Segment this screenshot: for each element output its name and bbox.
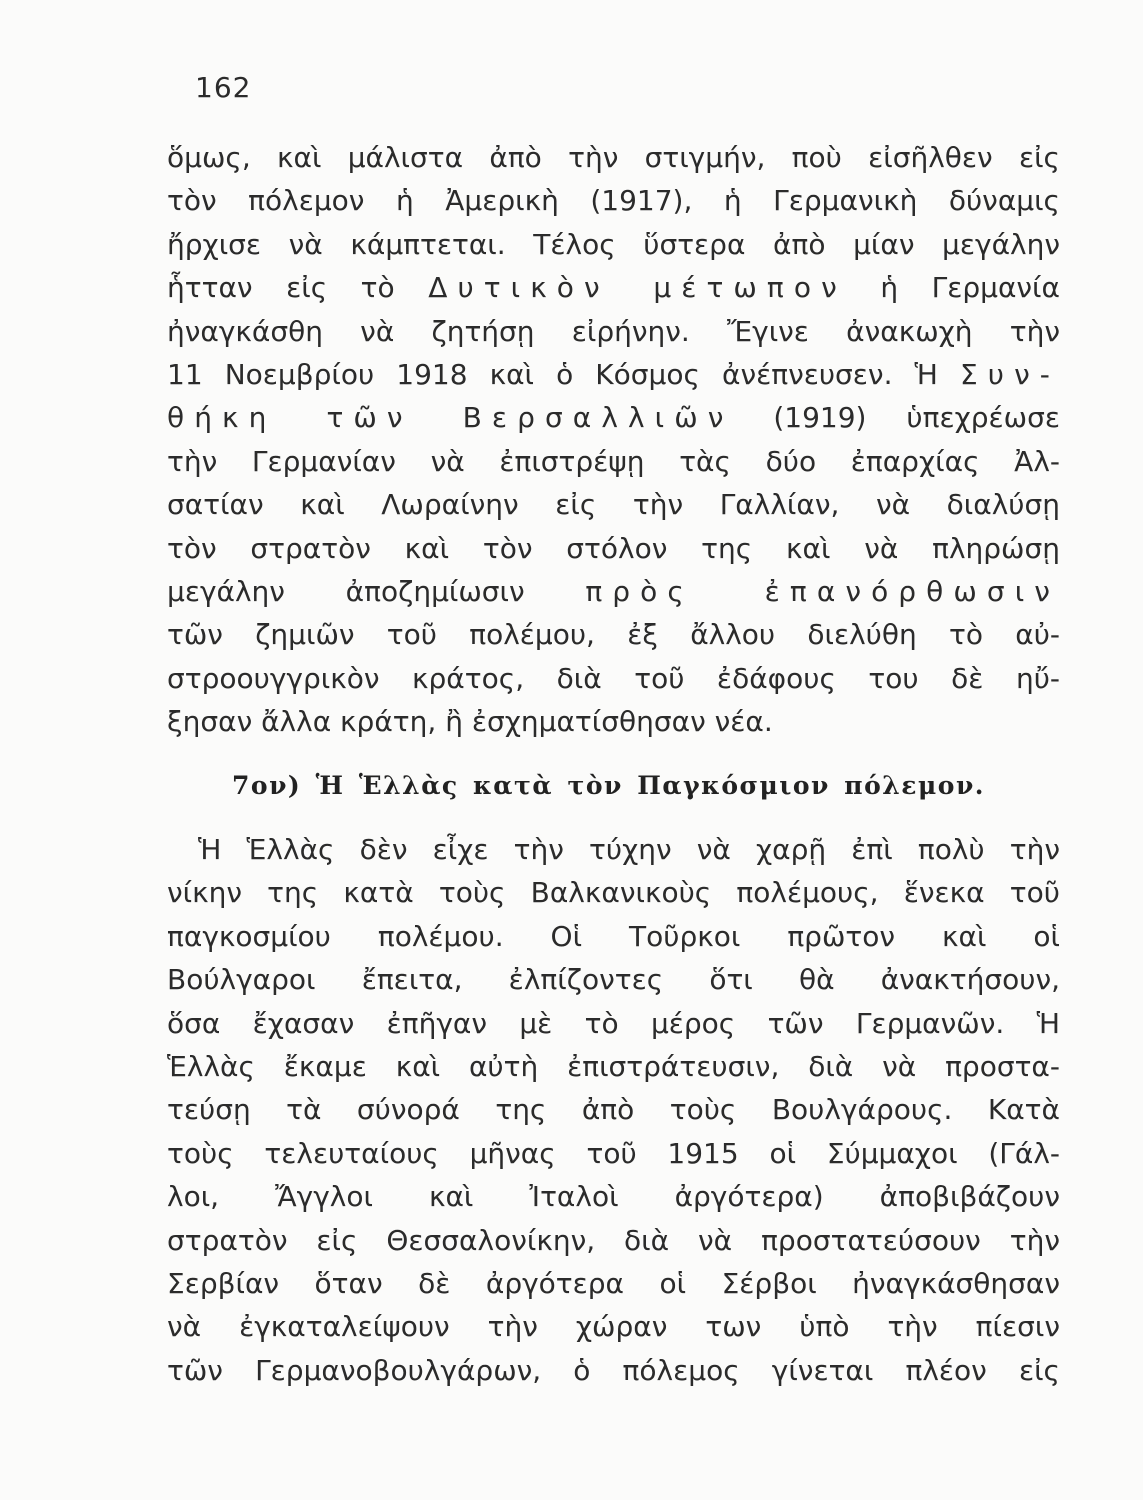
text-line	[167, 570, 1060, 613]
text-line: στροουγγρικὸν κράτος, διὰ τοῦ ἐδάφους του δὲ ηὔ-	[167, 661, 1060, 695]
text-line: τὴν Γερμανίαν νὰ ἐπιστρέψῃ τὰς δύο ἐπαρχίας Ἀλ-	[167, 444, 1060, 478]
text-line: τοὺς τελευταίους μῆνας τοῦ 1915 οἱ Σύμμαχοι (Γάλ-	[167, 1136, 1060, 1170]
text-line	[167, 266, 1060, 309]
spaced-text-segment: πρὸς ἐπανόρθωσιν	[585, 574, 1060, 608]
paragraph-greece-world-war	[167, 828, 1060, 1392]
text-line: ὅσα ἔχασαν ἐπῆγαν μὲ τὸ μέρος τῶν Γερμανῶν. Ἡ	[167, 1006, 1060, 1040]
text-line: Ἡ Ἑλλὰς δὲν εἶχε τὴν τύχην νὰ χαρῇ ἐπὶ πολὺ τὴν	[198, 833, 1060, 866]
text-segment: ἧτταν εἰς τὸ	[167, 271, 429, 305]
text-line: σατίαν καὶ Λωραίνην εἰς τὴν Γαλλίαν, νὰ διαλύσῃ	[167, 488, 1060, 522]
text-line: παγκοσμίου πολέμου. Οἱ Τοῦρκοι πρῶτον καὶ οἱ	[167, 919, 1060, 953]
text-line: τῶν ζημιῶν τοῦ πολέμου, ἐξ ἄλλου διελύθη τὸ αὐ-	[167, 618, 1060, 652]
text-line: τὸν στρατὸν καὶ τὸν στόλον της καὶ νὰ πληρώσῃ	[167, 531, 1060, 565]
text-segment: ἡ Γερμανία	[846, 271, 1060, 305]
paragraph-continuation	[167, 136, 1060, 743]
text-line: νίκην της κατὰ τοὺς Βαλκανικοὺς πολέμους, ἕνεκα τοῦ	[167, 876, 1060, 910]
text-line: Σερβίαν ὅταν δὲ ἀργότερα οἱ Σέρβοι ἠναγκάσθησαν	[167, 1266, 1060, 1300]
section-heading: 7ον) Ἡ Ἑλλὰς κατὰ τὸν Παγκόσμιον πόλεμον.	[232, 771, 985, 800]
spaced-text-segment: θήκη τῶν Βερσαλλιῶν	[167, 401, 734, 435]
text-line: ἠναγκάσθη νὰ ζητήσῃ εἰρήνην. Ἔγινε ἀνακωχὴ τὴν	[167, 314, 1060, 348]
text-line: ἤρχισε νὰ κάμπτεται. Τέλος ὕστερα ἀπὸ μίαν μεγάλην	[167, 227, 1060, 261]
text-line: λοι, Ἄγγλοι καὶ Ἰταλοὶ ἀργότερα) ἀποβιβάζουν	[167, 1180, 1060, 1214]
text-line	[167, 353, 1060, 396]
text-line: ὅμως, καὶ μάλιστα ἀπὸ τὴν στιγμήν, ποὺ εἰσῆλθεν εἰς	[167, 141, 1060, 174]
text-line	[167, 396, 1060, 439]
text-line: τὸν πόλεμον ἡ Ἀμερικὴ (1917), ἡ Γερμανικὴ δύναμις	[167, 184, 1060, 218]
text-segment: μεγάλην ἀποζημίωσιν	[167, 574, 586, 608]
spaced-text-segment: Δυτικὸν μέτωπον	[428, 271, 847, 305]
text-line: τεύσῃ τὰ σύνορά της ἀπὸ τοὺς Βουλγάρους. Κατὰ	[167, 1093, 1060, 1127]
text-line: στρατὸν εἰς Θεσσαλονίκην, διὰ νὰ προστατεύσουν τὴν	[167, 1223, 1060, 1257]
text-line: Ἑλλὰς ἔκαμε καὶ αὐτὴ ἐπιστράτευσιν, διὰ νὰ προστα-	[167, 1049, 1060, 1083]
text-line: νὰ ἐγκαταλείψουν τὴν χώραν των ὑπὸ τὴν πίεσιν	[167, 1310, 1060, 1344]
text-segment: 11 Νοεμβρίου 1918 καὶ ὁ Κόσμος ἀνέπνευσεν. Ἡ	[167, 357, 961, 391]
text-segment: (1919) ὑπεχρέωσε	[733, 401, 1060, 435]
spaced-text-segment: Συν-	[960, 357, 1060, 391]
page-number: 162	[195, 71, 252, 104]
text-line: τῶν Γερμανοβουλγάρων, ὁ πόλεμος γίνεται πλέον εἰς	[167, 1353, 1060, 1387]
text-line: ξησαν ἄλλα κράτη, ἢ ἐσχηματίσθησαν νέα.	[167, 705, 773, 739]
text-line: Βούλγαροι ἔπειτα, ἐλπίζοντες ὅτι θὰ ἀνακτήσουν,	[167, 963, 1060, 997]
